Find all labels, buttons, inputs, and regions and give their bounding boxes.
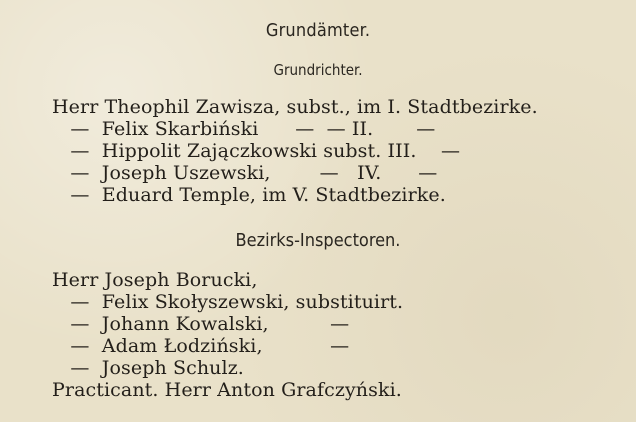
sub-heading: Grundrichter. (273, 61, 363, 79)
inspectoren-line-1: Herr Joseph Borucki, (52, 269, 258, 291)
grundrichter-line-3: — Hippolit Zajączkowski subst. III. — (52, 140, 461, 162)
section-heading: Bezirks-Inspectoren. (235, 230, 401, 251)
grundrichter-line-2: — Felix Skarbiński — — II. — (52, 118, 436, 140)
inspectoren-line-3: — Johann Kowalski, — (52, 313, 350, 335)
main-heading: Grundämter. (265, 20, 371, 41)
inspectoren-line-4: — Adam Łodziński, — (52, 335, 350, 357)
grundrichter-line-5: — Eduard Temple, im V. Stadtbezirke. (52, 184, 446, 206)
inspectoren-line-6: Practicant. Herr Anton Grafczyński. (52, 379, 402, 401)
grundrichter-line-1: Herr Theophil Zawisza, subst., im I. Stadtbezirke. (52, 96, 538, 118)
inspectoren-line-5: — Joseph Schulz. (52, 357, 244, 379)
grundrichter-line-4: — Joseph Uszewski, — IV. — (52, 162, 438, 184)
inspectoren-line-2: — Felix Skołyszewski, substituirt. (52, 291, 404, 313)
